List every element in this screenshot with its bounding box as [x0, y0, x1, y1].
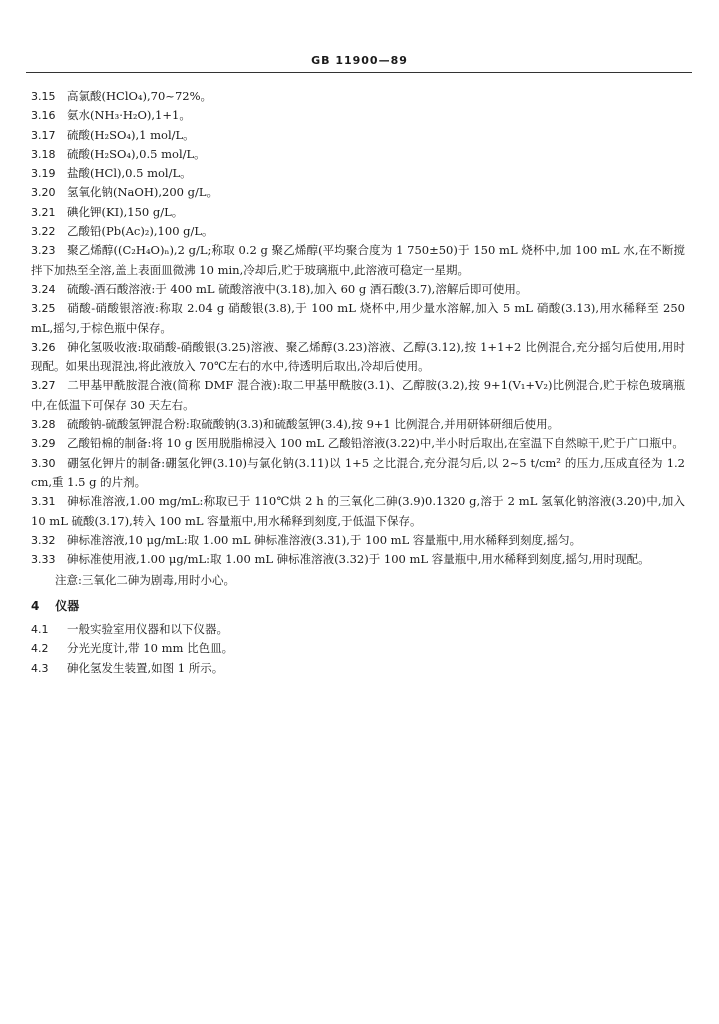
section-title: 仪器 [55, 598, 80, 613]
clause-text: 乙酸铅(Pb(Ac)₂),100 g/L。 [67, 224, 214, 239]
clause-item [31, 639, 685, 658]
clause-text: 二甲基甲酰胺混合液(简称 DMF 混合液):取二甲基甲酰胺(3.1)、乙醇胺(3.2),按 9+1(V₁+V₂)比例混合,贮于棕色玻璃瓶中,在低温下可保存 30 天左右。 [31, 378, 685, 412]
clause-item [31, 126, 685, 145]
clause-text: 硫酸-酒石酸溶液:于 400 mL 硫酸溶液中(3.18),加入 60 g 酒石酸(3.7),溶解后即可使用。 [67, 281, 528, 296]
clause-number: 3.29 [31, 437, 56, 451]
clause-number: 3.26 [31, 340, 56, 354]
reagent-list [31, 87, 685, 569]
clause-number: 3.31 [31, 495, 56, 509]
clause-item [31, 241, 685, 280]
clause-text: 乙酸铅棉的制备:将 10 g 医用脱脂棉浸入 100 mL 乙酸铅溶液(3.22)中,半小时后取出,在室温下自然晾干,贮于广口瓶中。 [67, 436, 684, 451]
clause-number: 3.18 [31, 147, 56, 161]
clause-number: 3.28 [31, 418, 56, 432]
clause-item [31, 376, 685, 415]
clause-number: 3.21 [31, 205, 56, 219]
clause-text: 砷标准溶液,1.00 mg/mL:称取已于 110℃烘 2 h 的三氧化二砷(3.9)0.1320 g,溶于 2 mL 氢氧化钠溶液(3.20)中,加入 10 mL 硫酸(3.17),转入 100 mL 容量瓶中,用水稀释到刻度,于低温下保存。 [31, 494, 685, 528]
clause-item [31, 106, 685, 125]
clause-item [31, 203, 685, 222]
clause-text: 砷标准使用液,1.00 μg/mL:取 1.00 mL 砷标准溶液(3.32)于 100 mL 容量瓶中,用水稀释到刻度,摇匀,用时现配。 [67, 552, 650, 567]
clause-item [31, 531, 685, 550]
clause-number: 3.20 [31, 186, 56, 200]
clause-item [31, 434, 685, 453]
clause-item [31, 659, 685, 678]
clause-item [31, 454, 685, 493]
clause-number: 4.3 [31, 661, 49, 675]
clause-item [31, 164, 685, 183]
warning-note: 注意:三氧化二砷为剧毒,用时小心。 [55, 573, 236, 588]
clause-text: 硫酸(H₂SO₄),0.5 mol/L。 [67, 146, 206, 161]
clause-text: 硫酸(H₂SO₄),1 mol/L。 [67, 127, 195, 142]
clause-item [31, 550, 685, 569]
clause-item [31, 415, 685, 434]
clause-number: 4.2 [31, 642, 49, 656]
document-body [31, 87, 685, 678]
clause-item [31, 87, 685, 106]
clause-text: 砷化氢吸收液:取硝酸-硝酸银(3.25)溶液、聚乙烯醇(3.23)溶液、乙醇(3.12),按 1+1+2 比例混合,充分摇匀后使用,用时现配。如果出现混浊,将此液放入 70℃左右的水中,待透明后取出,冷却后使用。 [31, 339, 685, 374]
clause-number: 4.1 [31, 623, 49, 637]
clause-text: 一般实验室用仪器和以下仪器。 [67, 622, 228, 637]
clause-number: 3.16 [31, 109, 56, 123]
clause-number: 3.23 [31, 244, 56, 258]
clause-text: 砷标准溶液,10 μg/mL:取 1.00 mL 砷标准溶液(3.31),于 100 mL 容量瓶中,用水稀释到刻度,摇匀。 [67, 532, 582, 547]
clause-item [31, 338, 685, 377]
clause-text: 碘化钾(KI),150 g/L。 [67, 204, 184, 219]
clause-text: 氨水(NH₃·H₂O),1+1。 [67, 108, 191, 123]
clause-number: 3.32 [31, 533, 56, 547]
clause-item [31, 145, 685, 164]
section-number: 4 [31, 598, 40, 613]
clause-text: 聚乙烯醇((C₂H₄O)ₙ),2 g/L;称取 0.2 g 聚乙烯醇(平均聚合度为 1 750±50)于 150 mL 烧杯中,加 100 mL 水,在不断搅拌下加热至全溶,盖上表面皿微沸 10 min,冷却后,贮于玻璃瓶中,此溶液可稳定一星期。 [31, 243, 685, 277]
clause-text: 高氯酸(HClO₄),70~72%。 [67, 89, 213, 103]
clause-number: 3.17 [31, 128, 56, 142]
clause-text: 硼氢化钾片的制备:硼氢化钾(3.10)与氯化钠(3.11)以 1+5 之比混合,充分混匀后,以 2~5 t/cm² 的压力,压成直径为 1.2 cm,重 1.5 g 的片剂。 [31, 455, 685, 489]
page-header: GB 11900—89 [311, 54, 408, 67]
clause-text: 硝酸-硝酸银溶液:称取 2.04 g 硝酸银(3.8),于 100 mL 烧杯中,用少量水溶解,加入 5 mL 硝酸(3.13),用水稀释至 250 mL,摇匀,于棕色瓶中保存。 [31, 301, 685, 335]
clause-number: 3.24 [31, 282, 56, 296]
clause-item [31, 183, 685, 202]
clause-item [31, 280, 685, 299]
clause-number: 3.22 [31, 225, 56, 239]
header-rule [26, 72, 692, 73]
clause-number: 3.19 [31, 167, 56, 181]
clause-number: 3.15 [31, 90, 56, 103]
clause-text: 砷化氢发生装置,如图 1 所示。 [67, 660, 224, 675]
clause-text: 盐酸(HCl),0.5 mol/L。 [67, 166, 192, 181]
clause-item [31, 620, 685, 639]
clause-item [31, 492, 685, 531]
clause-text: 氢氧化钠(NaOH),200 g/L。 [67, 185, 218, 200]
clause-number: 3.25 [31, 302, 56, 316]
clause-number: 3.33 [31, 553, 56, 567]
clause-text: 硫酸钠-硫酸氢钾混合粉:取硫酸钠(3.3)和硫酸氢钾(3.4),按 9+1 比例混合,并用研钵研细后使用。 [67, 417, 560, 432]
clause-number: 3.27 [31, 379, 56, 393]
section-heading [31, 597, 685, 616]
clause-text: 分光光度计,带 10 mm 比色皿。 [67, 641, 234, 656]
clause-number: 3.30 [31, 456, 56, 470]
instrument-list [31, 620, 685, 678]
clause-item [31, 299, 685, 338]
clause-item [31, 222, 685, 241]
